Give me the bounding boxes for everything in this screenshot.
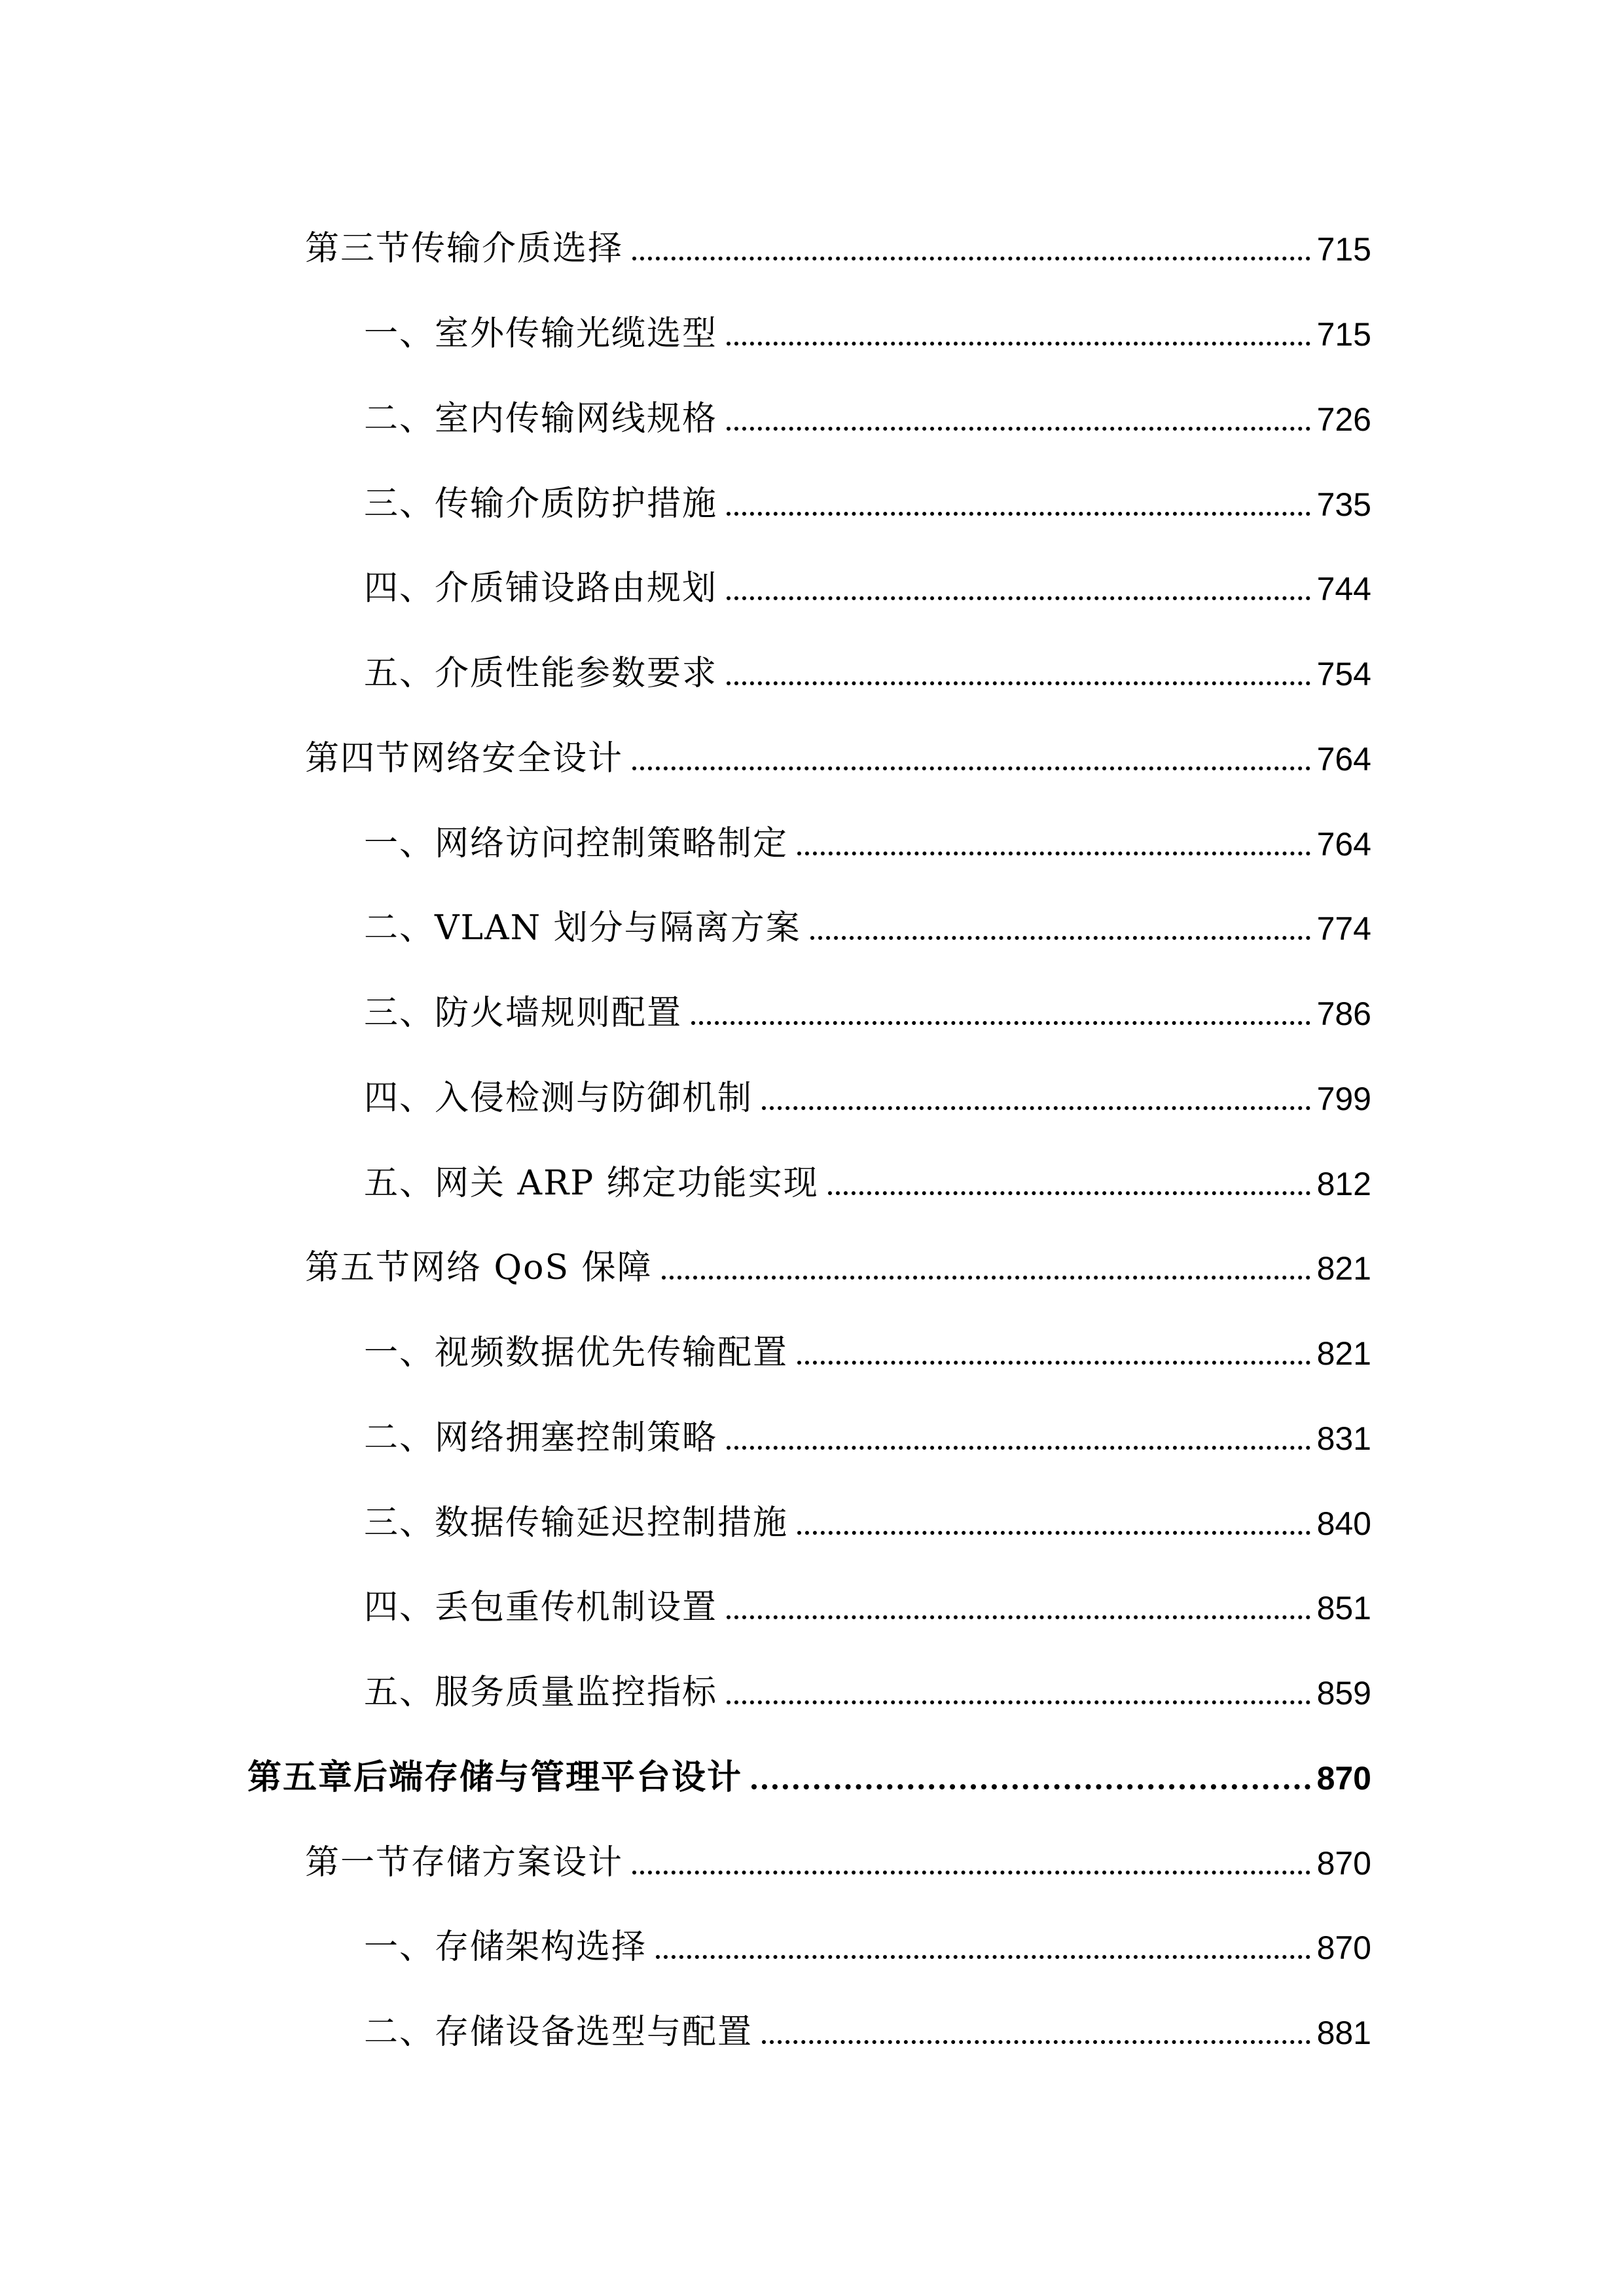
toc-entry[interactable] (364, 1997, 1371, 2052)
toc-entry-page: 851 (1316, 1590, 1371, 1626)
toc-entry-page: 870 (1316, 1845, 1371, 1882)
toc-entry-title: 四、入侵检测与防御机制 (364, 1079, 753, 1118)
toc-dot-leader (727, 1615, 1310, 1619)
toc-entry[interactable] (364, 1657, 1371, 1710)
toc-entry-page: 870 (1316, 1760, 1371, 1797)
toc-dot-leader (662, 1276, 1310, 1280)
toc-entry-title: 五、介质性能参数要求 (364, 654, 718, 693)
toc-dot-leader (810, 936, 1310, 940)
toc-chapter-entry[interactable] (247, 1742, 1371, 1795)
toc-dot-leader (727, 512, 1310, 516)
toc-entry[interactable] (364, 893, 1371, 948)
toc-entry-title: 一、视频数据优先传输配置 (364, 1333, 789, 1372)
toc-entry-page: 870 (1316, 1929, 1371, 1966)
toc-entry[interactable] (364, 553, 1371, 608)
toc-entry[interactable] (364, 1063, 1371, 1118)
toc-dot-leader (727, 681, 1310, 685)
toc-entry[interactable] (364, 978, 1371, 1033)
toc-entry[interactable] (364, 1148, 1371, 1203)
toc-entry[interactable] (305, 1232, 1371, 1285)
toc-entry-title: 三、传输介质防护措施 (364, 484, 718, 524)
toc-entry[interactable] (364, 384, 1371, 439)
toc-dot-leader (727, 1700, 1310, 1704)
toc-entry[interactable] (364, 808, 1371, 861)
toc-entry[interactable] (364, 1572, 1371, 1627)
toc-dot-leader (751, 1784, 1310, 1789)
toc-dot-leader (762, 2040, 1310, 2044)
toc-entry-page: 715 (1316, 316, 1371, 353)
toc-entry[interactable] (364, 638, 1371, 691)
toc-dot-leader (797, 852, 1310, 855)
toc-entry-page: 831 (1316, 1420, 1371, 1457)
toc-entry-page: 735 (1316, 486, 1371, 523)
toc-entry[interactable] (305, 1827, 1371, 1880)
toc-entry-title: 一、网络访问控制策略制定 (364, 824, 789, 863)
toc-entry-page: 744 (1316, 571, 1371, 607)
toc-entry[interactable] (364, 1318, 1371, 1370)
toc-dot-leader (828, 1191, 1310, 1195)
toc-entry[interactable] (364, 469, 1371, 524)
toc-entry-page: 726 (1316, 401, 1371, 438)
toc-dot-leader (691, 1021, 1310, 1025)
toc-entry-page: 754 (1316, 656, 1371, 692)
toc-entry-page: 812 (1316, 1166, 1371, 1202)
toc-entry[interactable] (364, 1912, 1371, 1967)
toc-dot-leader (727, 1446, 1310, 1450)
toc-entry-page: 774 (1316, 910, 1371, 947)
toc-entry-page: 715 (1316, 231, 1371, 268)
toc-entry-title: 第三节传输介质选择 (305, 229, 624, 268)
toc-dot-leader (727, 342, 1310, 346)
toc-entry-title: 二、存储设备选型与配置 (364, 2013, 753, 2052)
toc-entry-page: 764 (1316, 826, 1371, 863)
toc-dot-leader (727, 596, 1310, 600)
toc-entry-title: 第五章后端存储与管理平台设计 (247, 1757, 743, 1797)
toc-entry[interactable] (364, 1488, 1371, 1543)
toc-entry-title: 五、网关 ARP 绑定功能实现 (364, 1164, 819, 1203)
toc-entry-title: 四、丢包重传机制设置 (364, 1588, 718, 1627)
toc-entry[interactable] (364, 298, 1371, 351)
toc-dot-leader (632, 257, 1310, 260)
toc-entry-page: 821 (1316, 1250, 1371, 1287)
toc-dot-leader (656, 1955, 1310, 1959)
toc-entry-title: 第一节存储方案设计 (305, 1843, 624, 1882)
toc-entry-title: 一、存储架构选择 (364, 1928, 647, 1967)
toc-dot-leader (797, 1361, 1310, 1365)
toc-dot-leader (632, 766, 1310, 770)
toc-entry-page: 881 (1316, 2015, 1371, 2051)
toc-entry-title: 二、室内传输网线规格 (364, 399, 718, 439)
toc-entry-title: 三、防火墙规则配置 (364, 994, 683, 1033)
toc-entry[interactable] (305, 723, 1371, 776)
toc-entry[interactable] (305, 213, 1371, 266)
toc-entry-title: 第五节网络 QoS 保障 (305, 1248, 653, 1287)
toc-entry-title: 三、数据传输延迟控制措施 (364, 1503, 789, 1543)
toc-entry-title: 四、介质铺设路由规划 (364, 569, 718, 608)
toc-entry[interactable] (364, 1403, 1371, 1458)
toc-entry-title: 第四节网络安全设计 (305, 739, 624, 778)
toc-entry-page: 859 (1316, 1675, 1371, 1712)
toc-entry-page: 821 (1316, 1335, 1371, 1372)
toc-entry-title: 五、服务质量监控指标 (364, 1673, 718, 1712)
toc-dot-leader (762, 1106, 1310, 1110)
toc-dot-leader (727, 427, 1310, 431)
toc-dot-leader (632, 1871, 1310, 1874)
toc-entry-title: 二、VLAN 划分与隔离方案 (364, 908, 801, 948)
toc-dot-leader (797, 1531, 1310, 1535)
toc-entry-title: 二、网络拥塞控制策略 (364, 1418, 718, 1458)
toc-entry-title: 一、室外传输光缆选型 (364, 314, 718, 353)
toc-entry-page: 786 (1316, 996, 1371, 1032)
toc-entry-page: 764 (1316, 741, 1371, 778)
toc-entry-page: 799 (1316, 1081, 1371, 1117)
toc-entry-page: 840 (1316, 1505, 1371, 1542)
